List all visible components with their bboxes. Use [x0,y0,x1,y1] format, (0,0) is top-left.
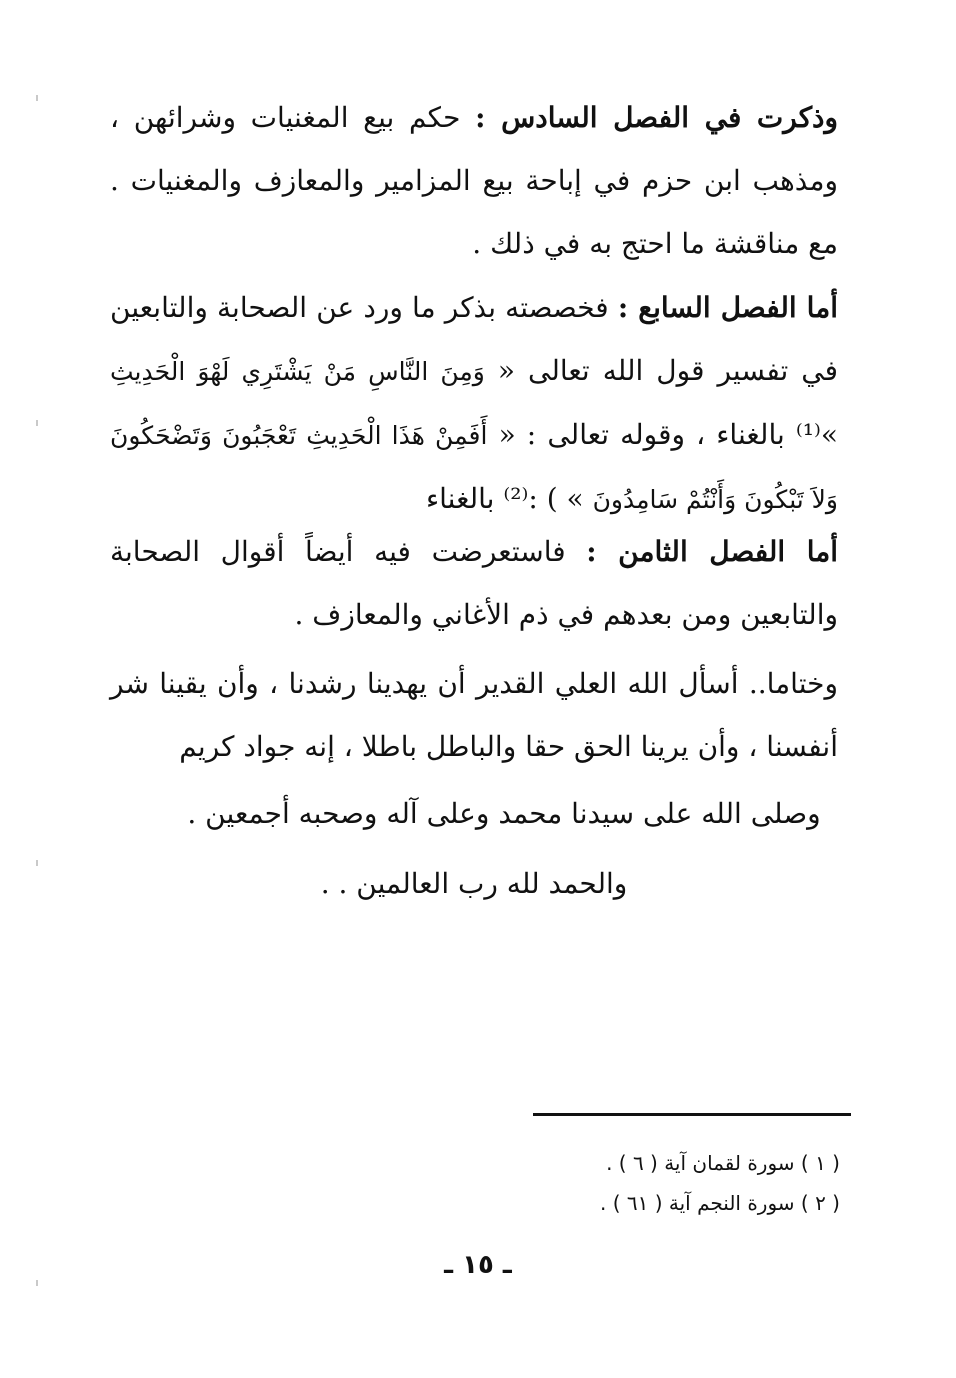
footnote-1: ( ١ ) سورة لقمان آية ( ٦ ) . [606,1151,840,1175]
quran-verse: أَفَمِنْ هَذَا الْحَدِيثِ تَعْجَبُونَ وَتَضْحَكُونَ وَلاَ تَبْكُونَ وَأَنْتُمْ سَامِدُونَ [110,421,838,514]
paragraph-text: فخصصته بذكر ما ورد عن الصحابة والتابعين في تفسير قول الله تعالى « [110,291,838,387]
scan-mark [36,420,38,426]
paragraph-chapter-six [110,86,838,275]
closing-praise: والحمد لله رب العالمين . . [320,867,628,900]
paragraph-text: حكم بيع المغنيات وشرائهن ، ومذهب ابن حزم في إباحة بيع المزامير والمعازف والمغنيات . مع مناقشة ما احتج به في ذلك . [110,101,838,260]
paragraph-conclusion [110,652,838,778]
paragraph-chapter-seven [110,276,838,531]
scan-mark [36,95,38,101]
footnote-2: ( ٢ ) سورة النجم آية ( ٦١ ) . [599,1191,840,1215]
paragraph-lead: أما الفصل السابع : [617,291,838,324]
scan-mark [36,860,38,866]
page-number: ـ ١٥ ـ [444,1250,512,1280]
footnotes [420,1143,840,1223]
paragraph-lead: أما الفصل الثامن : [586,535,838,568]
closing-salutation: وصلى الله على سيدنا محمد وعلى آله وصحبه أجمعين . [187,797,821,830]
paragraph-text: وختاما.. أسأل الله العلي القدير أن يهدينا رشدنا ، وأن يقينا شر أنفسنا ، وأن يرينا الحق حقا والباطل باطلا ، إنه جواد كريم [110,667,838,763]
scan-mark [36,1280,38,1286]
paragraph-chapter-eight [110,520,838,646]
paragraph-text: فاستعرضت فيه أيضاً أقوال الصحابة والتابعين ومن بعدهم في ذم الأغاني والمعازف . [110,535,838,631]
quran-verse: وَمِنَ النَّاسِ مَنْ يَشْتَرِي لَهْوَ الْحَدِيثِ [110,357,485,386]
paragraph-lead: وذكرت في الفصل السادس : [475,101,839,134]
paragraph-text: » ) :⁽²⁾ بالغناء [425,482,584,515]
footnote-divider [533,1113,851,1116]
paragraph-text: »⁽¹⁾ بالغناء ، وقوله تعالى : « [498,418,839,451]
